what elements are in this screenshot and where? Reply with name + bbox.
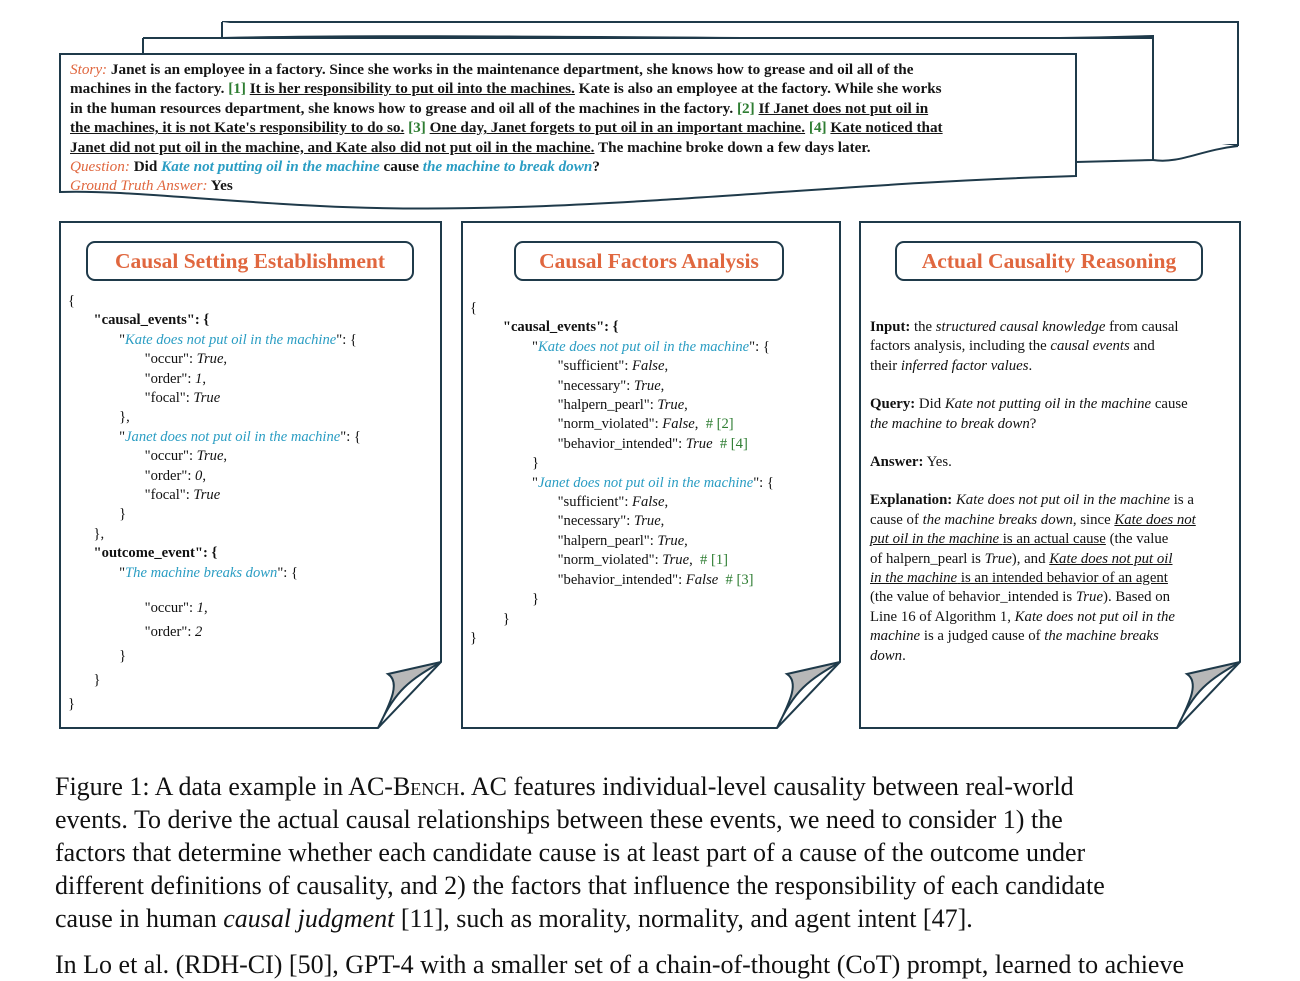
input-label: Input:: [870, 319, 911, 335]
json-value: True: [193, 487, 221, 504]
story-reference: # [3]: [725, 571, 754, 588]
json-key: "sufficient":: [557, 494, 633, 511]
story-factor-2a: If Janet does not put oil in: [758, 99, 929, 117]
query-label: Query:: [870, 396, 916, 413]
json-value: False: [632, 494, 665, 511]
question-outcome-event: the machine to break down: [422, 158, 593, 176]
json-brace: }: [93, 672, 101, 688]
json-value: True: [685, 435, 713, 452]
question-label: Question:: [70, 158, 130, 176]
json-value: True: [633, 513, 661, 530]
story-ref-4: [4]: [808, 119, 827, 137]
json-key: "order":: [144, 467, 196, 484]
json-brace: }: [532, 591, 540, 608]
story-reference: # [2]: [705, 416, 734, 433]
body-text-cutoff: In Lo et al. (RDH-CI) [50], GPT-4 with a smaller set of a chain-of-thought (CoT) prompt, learned to achieve: [55, 950, 1184, 979]
json-value: True: [193, 390, 221, 407]
json-key: "norm_violated":: [557, 552, 663, 569]
caption-line-1: Figure 1: A data example in AC-Bench. AC features individual-level causality between real-world: [55, 772, 1074, 801]
json-key: "order":: [144, 624, 196, 640]
explanation-label: Explanation:: [870, 492, 953, 509]
caption-line-3: factors that determine whether each candidate cause is at least part of a cause of the outcome under: [55, 838, 1086, 867]
json-key: "halpern_pearl":: [557, 397, 658, 414]
story-text: Kate is also an employee at the factory. While she works: [578, 80, 942, 98]
json-value: False: [662, 416, 695, 433]
caption-line-5: cause in human causal judgment [11], such as morality, normality, and agent intent [47].: [55, 904, 973, 933]
story-ref-3: [3]: [408, 119, 426, 137]
factors-json: { "causal_events": { "Kate does not put oil in the machine": { "sufficient": False, "necessary": True, "halpern_pearl": True, "norm_violated": False, # [2] "behavior_intended": True # [4] } "Janet does not put oil in the machine": { "sufficient": False, "necessary": True, "halpern_pearl": True, "norm_violated": True, # [1] "behavior_intended": False # [3] } } }: [470, 300, 774, 646]
json-key: "outcome_event": {: [93, 545, 218, 562]
json-brace: {: [470, 300, 478, 316]
story-label: Story:: [70, 61, 108, 78]
event-name: Janet does not put oil in the machine: [125, 428, 341, 445]
story-text: The machine broke down a few days later.: [598, 138, 871, 156]
question-text: cause: [383, 158, 419, 176]
reasoning-explanation: Explanation: Kate does not put oil in the machine is a cause of the machine breaks down, since Kate does not put oil in the machine is an actual cause (the value of halpern_pearl is True), and Kate does not put oil in the machine is an intended behavior of an agent (the value of behavior_intended is True). Based on Line 16 of Algorithm 1, Kate does not put oil in the machine is a judged cause of the machine breaks down.: [870, 492, 1196, 664]
json-key: "occur":: [144, 448, 197, 465]
json-key: "causal_events": {: [502, 319, 619, 336]
json-value: 1: [196, 600, 204, 616]
json-value: True: [196, 448, 224, 465]
story-ref-2: [2]: [737, 99, 755, 117]
panel-title-reasoning: Actual Causality Reasoning: [895, 241, 1203, 281]
json-value: True: [657, 397, 685, 414]
event-name: Kate does not put oil in the machine: [537, 338, 750, 355]
story-line-2: [70, 79, 1070, 98]
question-cause-event: Kate not putting oil in the machine: [161, 158, 380, 176]
json-key: "sufficient":: [557, 358, 633, 375]
json-key: "necessary":: [557, 377, 634, 394]
story-text: machines in the factory.: [70, 80, 225, 98]
reasoning-query: Query: Did Kate not putting oil in the machine cause the machine to break down?: [870, 396, 1188, 432]
caption-line-2: events. To derive the actual causal relationships between these events, we need to consider 1) the: [55, 805, 1063, 834]
json-brace: }: [119, 506, 127, 523]
reasoning-input: Input: the structured causal knowledge from causal factors analysis, including the causal events and their inferred factor values.: [870, 319, 1179, 374]
story-factor-3: One day, Janet forgets to put oil in an important machine.: [429, 119, 806, 137]
json-brace: }: [532, 455, 540, 472]
json-value: True: [662, 552, 690, 569]
story-text: Janet is an employee in a factory. Since she works in the maintenance department, she knows how to grease and oil all of the: [110, 61, 914, 78]
answer-value: Yes.: [926, 454, 952, 471]
story-factor-4a: Kate noticed that: [830, 119, 943, 137]
story-line-3: [70, 99, 1070, 118]
event-name: Janet does not put oil in the machine: [537, 474, 754, 491]
json-value: 0: [195, 467, 203, 484]
json-brace: }: [119, 648, 127, 664]
story-line-4: [70, 118, 1070, 137]
story-factor-1: It is her responsibility to put oil into the machines.: [249, 80, 575, 98]
json-value: True: [633, 377, 661, 394]
json-key: "causal_events": {: [93, 312, 210, 329]
json-value: False: [685, 571, 719, 588]
json-key: "order":: [144, 370, 196, 387]
caption-line-4: different definitions of causality, and 2) the factors that influence the responsibility of each candidate: [55, 871, 1105, 900]
json-key: "norm_violated":: [557, 416, 663, 433]
question-text: Did: [133, 158, 158, 176]
story-text: in the human resources department, she knows how to grease and oil all of the machines in the factory.: [70, 99, 734, 117]
story-reference: # [1]: [700, 552, 728, 569]
json-value: 2: [195, 624, 203, 640]
reasoning-answer: [870, 453, 1230, 472]
json-value: False: [632, 358, 665, 375]
reasoning-text: [870, 318, 1230, 685]
json-key: "halpern_pearl":: [557, 532, 658, 549]
json-key: "behavior_intended":: [557, 571, 686, 588]
story-line-1: [70, 60, 1070, 79]
answer-label: Answer:: [870, 454, 924, 471]
question-mark: ?: [592, 158, 600, 176]
json-key: "behavior_intended":: [557, 435, 686, 452]
json-brace: }: [68, 696, 76, 712]
json-value: 1: [195, 370, 203, 387]
figure-caption: [55, 770, 1245, 935]
setting-json: { "causal_events": { "Kate does not put oil in the machine": { "occur": True, "order": 1, "focal": True }, "Janet does not put oil in the machine": { "occur": True, "order": 0, "focal": True } }, "outcome_event": { "The machine breaks down": {: [68, 293, 361, 581]
json-key: "focal":: [144, 487, 194, 504]
story-line-5: [70, 138, 1070, 157]
json-key: "focal":: [144, 390, 194, 407]
json-brace: }: [502, 610, 510, 627]
json-brace: }: [470, 629, 478, 646]
json-key: "occur":: [144, 600, 197, 616]
answer-label: Ground Truth Answer:: [70, 177, 208, 195]
panel-title-factors: Causal Factors Analysis: [514, 241, 784, 281]
json-key: "necessary":: [557, 513, 634, 530]
json-value: True: [657, 532, 685, 549]
story-factor-4b: Janet did not put oil in the machine, and Kate also did not put oil in the machine.: [70, 138, 595, 156]
question-line: [70, 157, 1070, 176]
json-brace: },: [119, 409, 130, 426]
json-key: "occur":: [144, 351, 197, 368]
event-name: Kate does not put oil in the machine: [125, 331, 337, 348]
story-reference: # [4]: [719, 435, 748, 452]
panel-title-setting: Causal Setting Establishment: [86, 241, 414, 281]
json-value: True: [196, 351, 224, 368]
answer-line: [70, 176, 1070, 195]
event-name: The machine breaks down: [125, 564, 278, 581]
json-brace: },: [93, 525, 105, 542]
json-brace: {: [68, 293, 76, 309]
story-factor-2b: the machines, it is not Kate's responsibility to do so.: [70, 119, 405, 137]
story-block: [70, 60, 1070, 196]
answer-value: Yes: [210, 177, 233, 195]
story-ref-1: [1]: [228, 80, 246, 98]
setting-json-outcome: "occur": 1, "order": 2 } } }: [68, 600, 208, 712]
benchmark-name: Bench: [392, 772, 460, 801]
